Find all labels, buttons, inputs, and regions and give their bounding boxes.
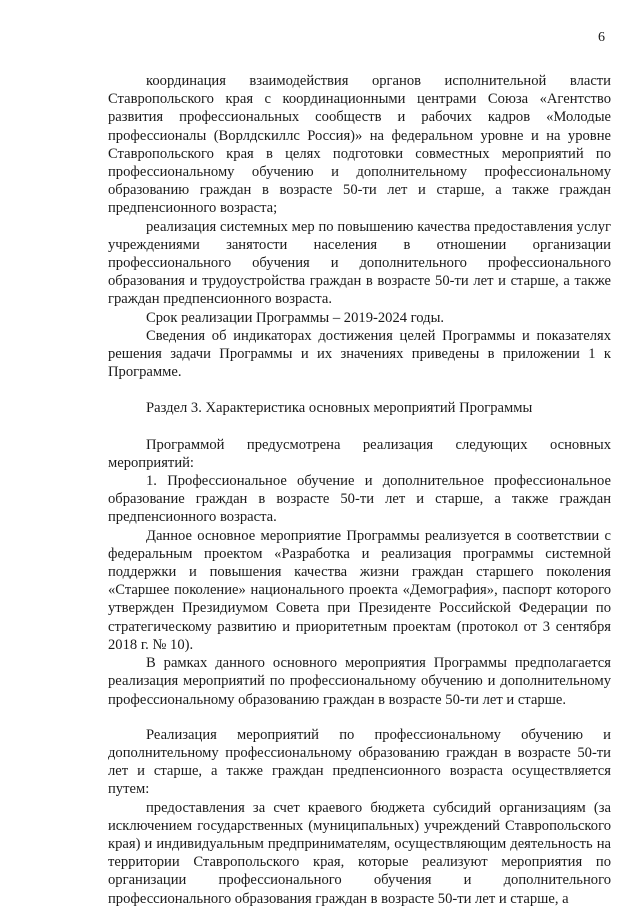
- paragraph-coordination: координация взаимодействия органов исполнительной власти Ставропольского края с координационными центрами Союза «Агентство развития профессиональных сообществ и рабочих кадров «Молодые профессионалы (Ворлдскиллс Россия)» на федеральном уровне и на уровне Ставропольского края в целях подготовки совместных мероприятий по профессиональному обучению и дополнительному профессиональному образованию граждан в возрасте 50-ти лет и старше, а также граждан предпенсионного возраста;: [108, 73, 611, 217]
- paragraph-indicators: Сведения об индикаторах достижения целей Программы и показателях решения задачи Программы и их значениях приведены в приложении 1 к Программе.: [108, 327, 611, 381]
- paragraph-system-measures: реализация системных мер по повышению качества предоставления услуг учреждениями занятости населения в отношении организации профессионального обучения и дополнительного профессионального образования и трудоустройства граждан в возрасте 50-ти лет и старше, а также граждан предпенсионного возраста.: [108, 218, 611, 308]
- paragraph-subsidies: предоставления за счет краевого бюджета субсидий организациям (за исключением государственных (муниципальных) учреждений Ставропольского края) и индивидуальным предпринимателям, осуществляющим деятельность на территории Ставропольского края, которые реализуют мероприятия по организации профессионального обучения и дополнительного профессионального образования граждан в возрасте 50-ти лет и старше, а: [108, 799, 611, 907]
- section-heading: Раздел 3. Характеристика основных мероприятий Программы: [146, 400, 533, 417]
- paragraph-main-activities: Программой предусмотрена реализация следующих основных мероприятий:: [108, 436, 611, 471]
- paragraph-activity-1: 1. Профессиональное обучение и дополнительное профессиональное образование граждан в возрасте 50-ти лет и старше, а также граждан предпенсионного возраста.: [108, 473, 611, 526]
- document-body: [108, 72, 611, 908]
- paragraph-program-term: Срок реализации Программы – 2019-2024 годы.: [146, 309, 445, 326]
- paragraph-within-framework: В рамках данного основного мероприятия Программы предполагается реализация мероприятий по профессиональному обучению и дополнительному профессиональному образованию граждан в возрасте 50-ти лет и старше.: [108, 655, 611, 708]
- paragraph-federal-project: Данное основное мероприятие Программы реализуется в соответствии с федеральным проектом «Разработка и реализация программы системной поддержки и повышения качества жизни граждан старшего поколения «Старшее поколение» национального проекта «Демография», паспорт которого утвержден Президиумом Совета при Президенте Российской Федерации по стратегическому развитию и приоритетным проектам (протокол от 3 сентября 2018 г. № 10).: [108, 527, 611, 653]
- page-number: 6: [598, 30, 605, 45]
- paragraph-implementation: Реализация мероприятий по профессиональному обучению и дополнительному профессиональному образованию граждан в возрасте 50-ти лет и старше, а также граждан предпенсионного возраста осуществляется путем:: [108, 726, 611, 798]
